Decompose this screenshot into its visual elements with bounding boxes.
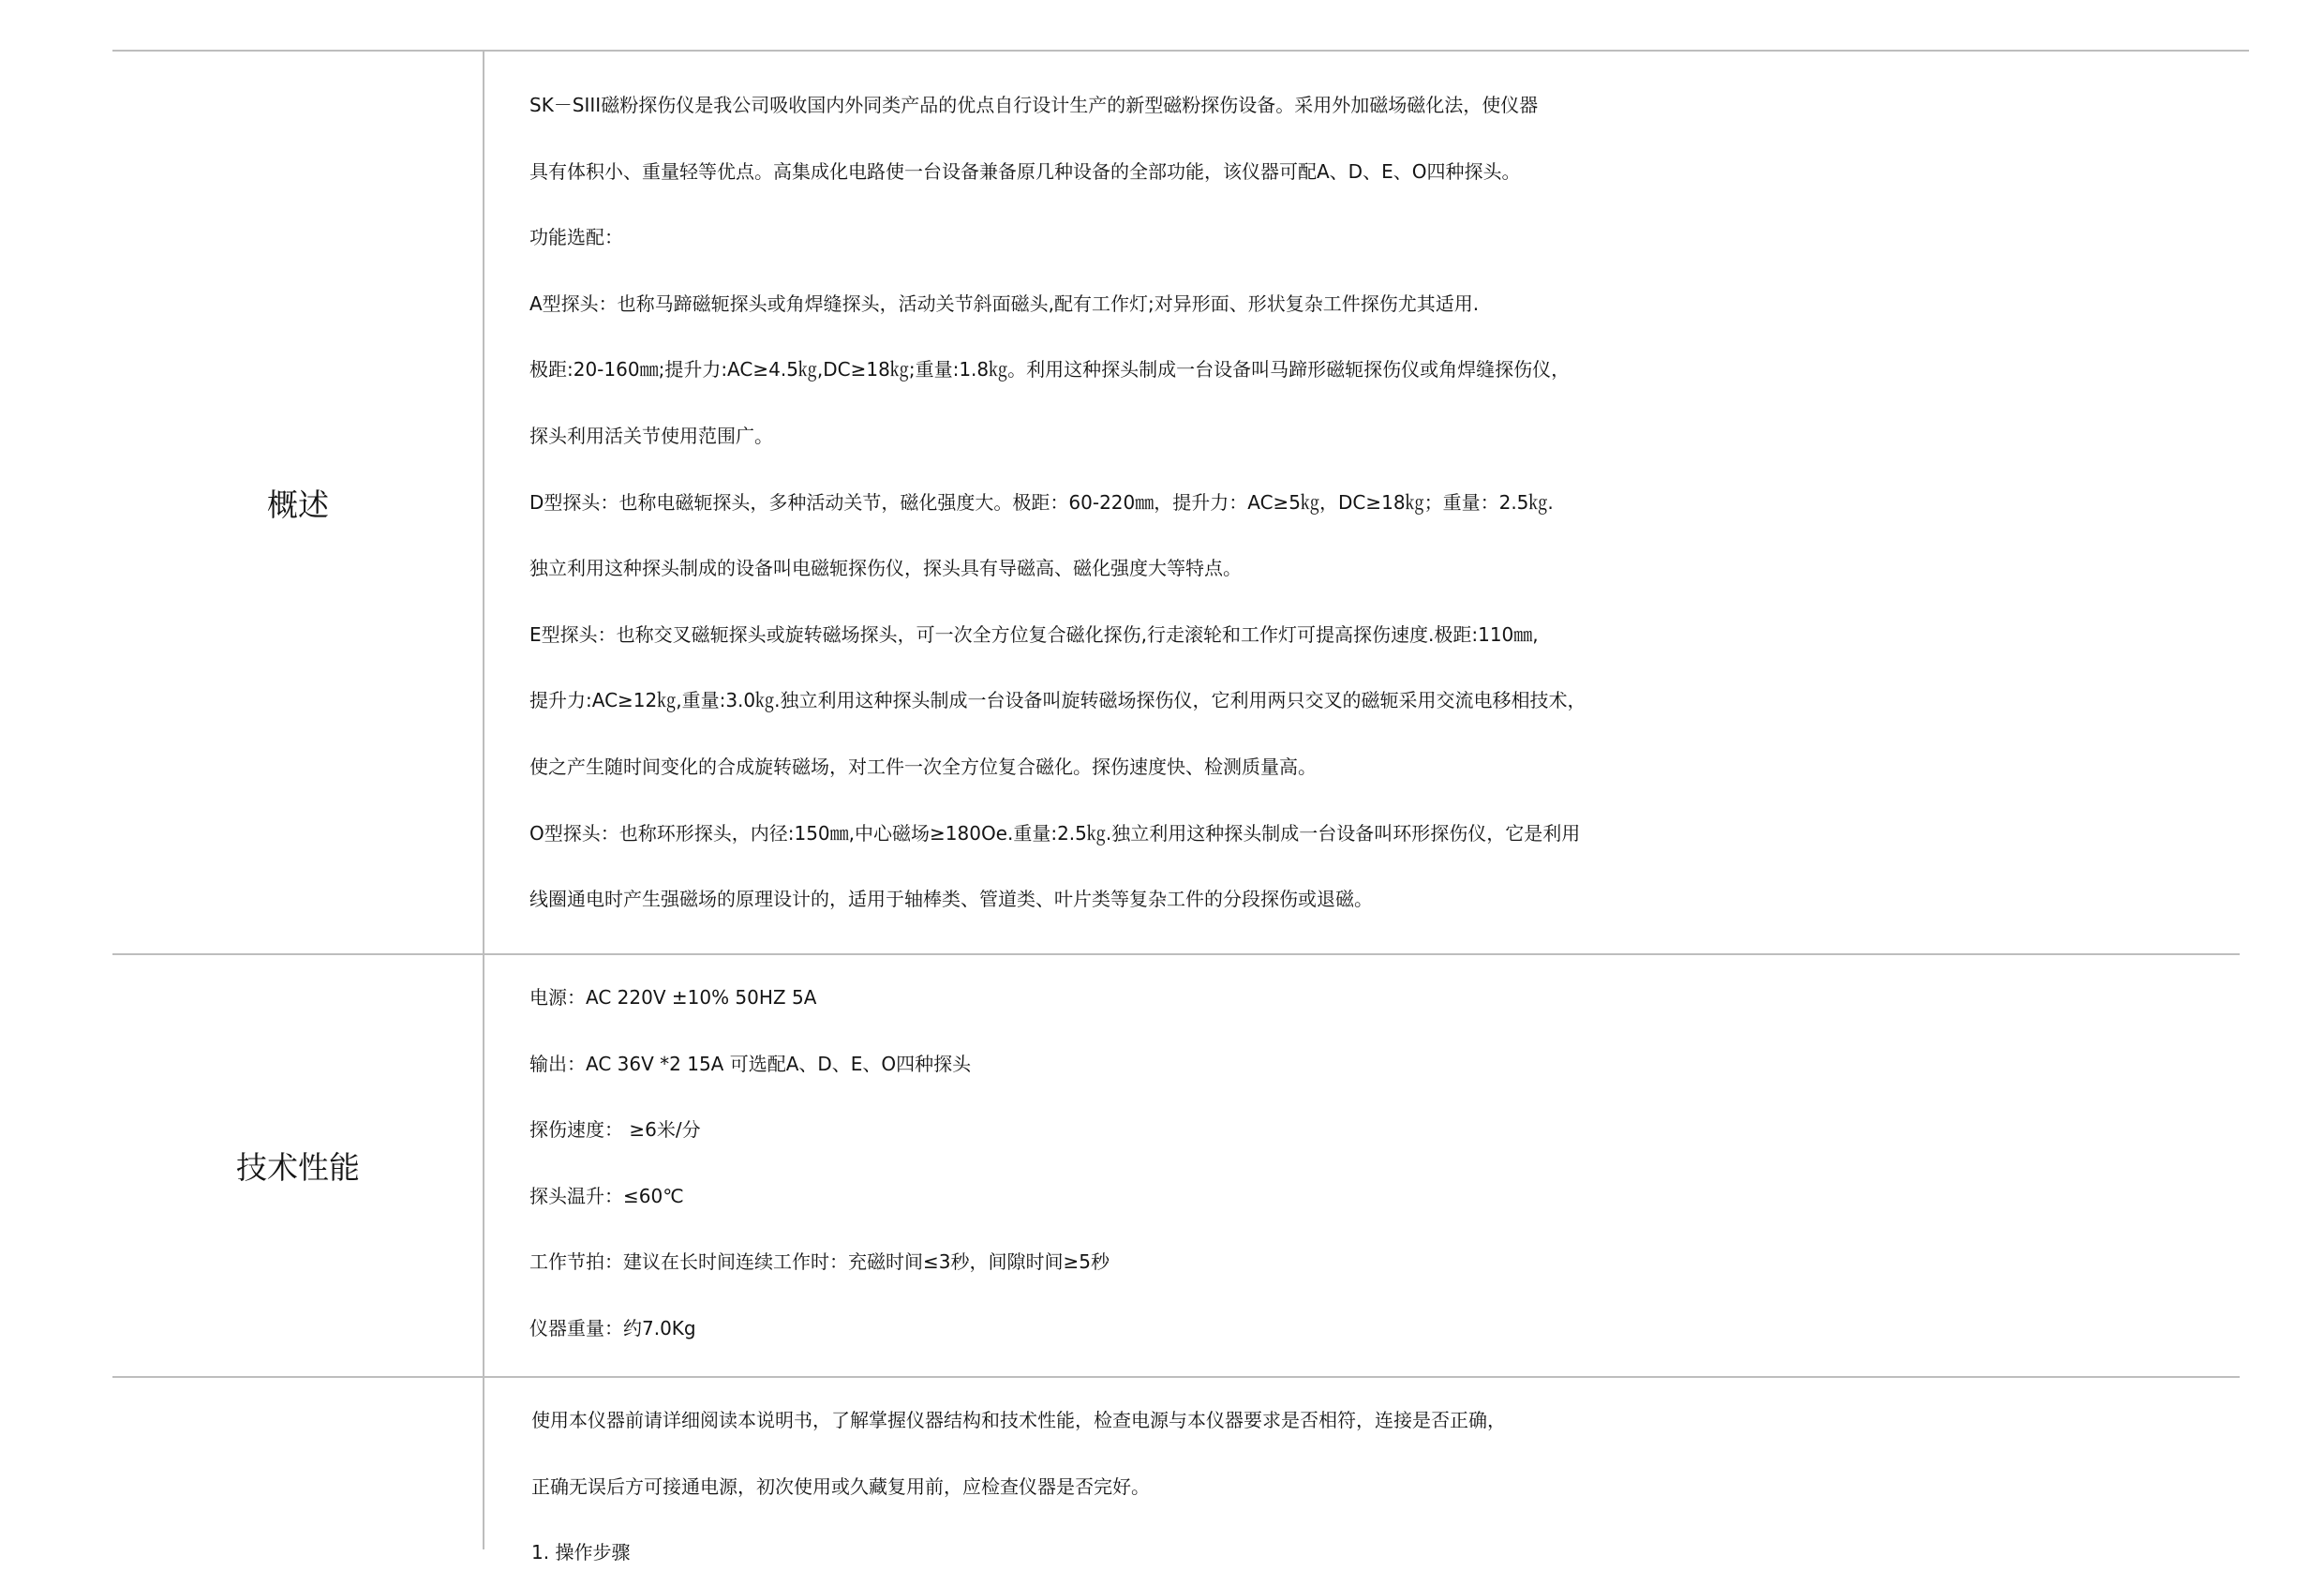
content-line: A型探头：也称马蹄磁轭探头或角焊缝探头，活动关节斜面磁头,配有工作灯;对异形面、形状复杂工件探伤尤其适用. (529, 292, 1480, 315)
content-line: 提升力:AC≥12㎏,重量:3.0㎏.独立利用这种探头制成一台设备叫旋转磁场探伤仪，它利用两只交叉的磁轭采用交流电移相技术， (529, 689, 1587, 712)
content-line: 正确无误后方可接通电源，初次使用或久藏复用前，应检查仪器是否完好。 (531, 1474, 1150, 1498)
table-row-overview (112, 52, 2240, 953)
content-line: 输出：AC 36V *2 15A 可选配A、D、E、O四种探头 (529, 1052, 972, 1075)
content-line: 极距:20-160㎜;提升力:AC≥4.5㎏,DC≥18㎏;重量:1.8㎏。利用这种探头制成一台设备叫马蹄形磁轭探伤仪或角焊缝探伤仪， (529, 358, 1571, 382)
content-line: 电源：AC 220V ±10% 50HZ 5A (529, 986, 817, 1009)
content-line: E型探头：也称交叉磁轭探头或旋转磁场探头，可一次全方位复合磁化探伤,行走滚轮和工作灯可提高探伤速度.极距:110㎜, (529, 622, 1539, 646)
row-label-text: 技术性能 (236, 1149, 360, 1186)
row-label-specs (112, 955, 484, 1376)
content-line: 探头温升：≤60℃ (529, 1184, 684, 1207)
content-line: 使之产生随时间变化的合成旋转磁场，对工件一次全方位复合磁化。探伤速度快、检测质量高。 (529, 755, 1317, 778)
content-line: D型探头：也称电磁轭探头，多种活动关节，磁化强度大。极距：60-220㎜，提升力：AC≥5㎏，DC≥18㎏；重量：2.5㎏. (529, 490, 1554, 514)
row-label-text: 概述 (267, 486, 329, 523)
content-line: 仪器重量：约7.0Kg (529, 1316, 696, 1339)
content-line: 使用本仪器前请详细阅读本说明书，了解掌握仪器结构和技术性能，检查电源与本仪器要求是否相符，连接是否正确， (531, 1409, 1506, 1431)
content-line: 具有体积小、重量轻等优点。高集成化电路使一台设备兼备原几种设备的全部功能，该仪器可配A、D、E、O四种探头。 (529, 159, 1521, 183)
table-row-usage (112, 1378, 2240, 1564)
row-content-specs (529, 965, 2324, 1362)
content-line: 探头利用活关节使用范围广。 (529, 424, 773, 447)
table-row-specs (112, 955, 2240, 1376)
row-label-overview (112, 52, 484, 953)
content-line: 1. 操作步骤 (531, 1541, 631, 1564)
row-label-usage (112, 1378, 484, 1549)
content-line: SK－SIII磁粉探伤仪是我公司吸收国内外同类产品的优点自行设计生产的新型磁粉探伤设备。采用外加磁场磁化法，使仪器 (529, 94, 1539, 116)
row-content-overview (529, 72, 2324, 933)
row-content-usage (531, 1387, 2324, 1586)
content-line: O型探头：也称环形探头，内径:150㎜,中心磁场≥180Oe.重量:2.5㎏.独立利用这种探头制成一台设备叫环形探伤仪，它是利用 (529, 821, 1581, 845)
content-line: 线圈通电时产生强磁场的原理设计的，适用于轴棒类、管道类、叶片类等复杂工件的分段探伤或退磁。 (529, 888, 1373, 911)
content-line: 工作节拍：建议在长时间连续工作时：充磁时间≤3秒，间隙时间≥5秒 (529, 1250, 1110, 1274)
content-line: 探伤速度： ≥6米/分 (529, 1118, 701, 1142)
content-line: 功能选配： (529, 226, 623, 249)
content-line: 独立利用这种探头制成的设备叫电磁轭探伤仪，探头具有导磁高、磁化强度大等特点。 (529, 557, 1242, 580)
